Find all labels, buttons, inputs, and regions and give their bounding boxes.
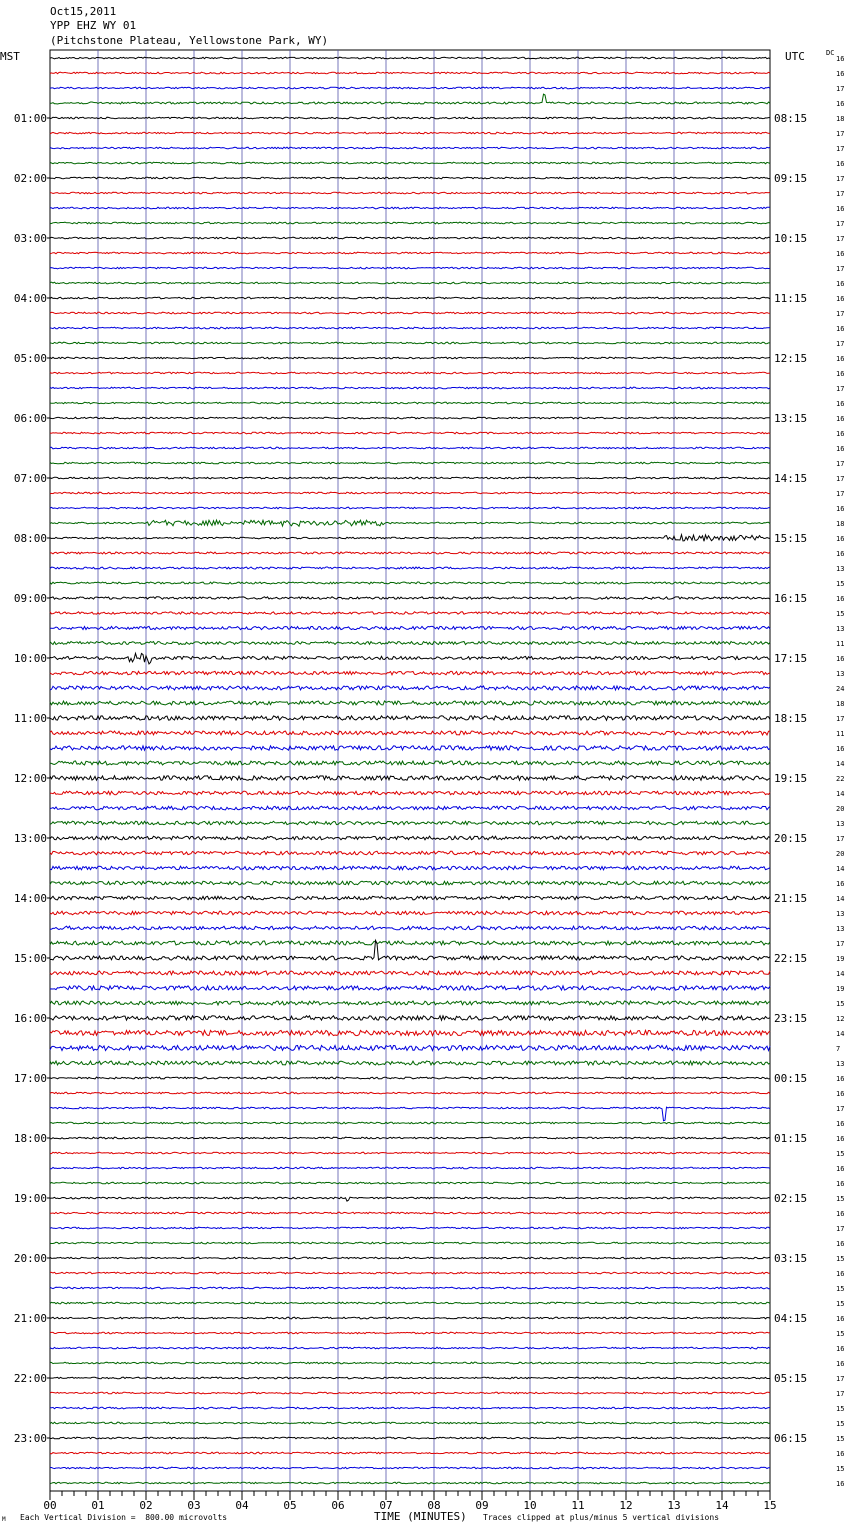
mst-hour-label: 17:00	[13, 1072, 47, 1085]
dc-offset-value: 16	[836, 1240, 845, 1248]
mst-hour-label: 16:00	[13, 1012, 47, 1025]
trace-line	[50, 1077, 770, 1079]
mst-hour-label: 02:00	[13, 172, 47, 185]
utc-timezone-label: UTC	[785, 50, 805, 63]
local-timezone-label: MST	[0, 50, 20, 63]
dc-offset-value: 17	[836, 145, 845, 153]
trace-line	[50, 1107, 770, 1121]
dc-offset-value: 16	[836, 1120, 845, 1128]
recording-date: Oct15,2011	[50, 5, 117, 18]
x-tick-label: 12	[619, 1499, 633, 1512]
dc-offset-value: 16	[836, 1270, 845, 1278]
mst-hour-label: 06:00	[13, 412, 47, 425]
trace-line	[50, 1317, 770, 1319]
trace-line	[50, 222, 770, 224]
dc-offset-value: 17	[836, 490, 845, 498]
dc-offset-value: 20	[836, 805, 845, 813]
mst-hour-label: 05:00	[13, 352, 47, 365]
dc-offset-value: 15	[836, 1000, 845, 1008]
dc-offset-value: 14	[836, 760, 845, 768]
dc-offset-value: 17	[836, 940, 845, 948]
dc-offset-value: 16	[836, 355, 845, 363]
dc-offset-value: 17	[836, 715, 845, 723]
trace-line	[50, 731, 770, 735]
mst-hour-label: 03:00	[13, 232, 47, 245]
trace-line	[50, 57, 770, 59]
trace-line	[50, 492, 770, 494]
trace-line	[50, 357, 770, 359]
dc-offset-value: 18	[836, 520, 845, 528]
trace-line	[50, 806, 770, 810]
trace-line	[50, 1347, 770, 1349]
dc-offset-value: 16	[836, 1480, 845, 1488]
trace-line	[50, 1272, 770, 1274]
trace-line	[50, 520, 770, 526]
x-axis-label: TIME (MINUTES)	[374, 1510, 467, 1523]
trace-line	[50, 162, 770, 164]
dc-offset-value: 18	[836, 115, 845, 123]
dc-offset-value: 15	[836, 1435, 845, 1443]
trace-line	[50, 1242, 770, 1244]
utc-hour-label: 17:15	[774, 652, 808, 665]
dc-offset-value: 16	[836, 445, 845, 453]
trace-line	[50, 821, 770, 825]
trace-line	[50, 402, 770, 404]
dc-offset-value: 14	[836, 895, 845, 903]
trace-line	[50, 327, 770, 329]
dc-offset-value: 13	[836, 820, 845, 828]
dc-offset-value: 22	[836, 775, 845, 783]
trace-line	[50, 686, 770, 690]
trace-line	[50, 626, 770, 629]
utc-hour-label: 00:15	[774, 1072, 808, 1085]
trace-line	[50, 1122, 770, 1124]
trace-line	[50, 237, 770, 239]
x-tick-label: 07	[379, 1499, 393, 1512]
dc-offset-value: 17	[836, 1225, 845, 1233]
dc-offset-value: 16	[836, 880, 845, 888]
trace-line	[50, 1392, 770, 1394]
trace-line	[50, 1167, 770, 1169]
dc-offset-value: 16	[836, 1345, 845, 1353]
utc-hour-label: 22:15	[774, 952, 808, 965]
x-tick-label: 10	[523, 1499, 537, 1512]
trace-line	[50, 597, 770, 599]
trace-line	[50, 342, 770, 344]
mst-hour-label: 20:00	[13, 1252, 47, 1265]
dc-offset-value: 17	[836, 340, 845, 348]
dc-offset-value: 17	[836, 385, 845, 393]
plot-frame	[50, 50, 770, 1491]
trace-line	[50, 447, 770, 449]
trace-line	[50, 507, 770, 509]
utc-hour-label: 03:15	[774, 1252, 808, 1265]
trace-line	[50, 642, 770, 645]
trace-line	[50, 1030, 770, 1035]
trace-line	[50, 851, 770, 855]
dc-offset-value: 16	[836, 280, 845, 288]
dc-offset-value: 17	[836, 265, 845, 273]
dc-offset-value: 17	[836, 235, 845, 243]
dc-offset-value: 16	[836, 1450, 845, 1458]
dc-offset-value: 16	[836, 1090, 845, 1098]
utc-hour-label: 12:15	[774, 352, 808, 365]
dc-offset-value: 16	[836, 205, 845, 213]
trace-line	[50, 252, 770, 254]
trace-line	[50, 1482, 770, 1484]
utc-hour-label: 16:15	[774, 592, 808, 605]
station-location: (Pitchstone Plateau, Yellowstone Park, WY)	[50, 34, 329, 47]
dc-offset-value: 16	[836, 745, 845, 753]
trace-line	[50, 1302, 770, 1304]
x-tick-label: 05	[283, 1499, 297, 1512]
dc-offset-value: 14	[836, 790, 845, 798]
trace-line	[50, 1016, 770, 1020]
trace-line	[50, 177, 770, 179]
dc-offset-value: 16	[836, 1360, 845, 1368]
trace-line	[50, 896, 770, 900]
dc-offset-value: 20	[836, 850, 845, 858]
dc-offset-value: 16	[836, 70, 845, 78]
utc-hour-label: 05:15	[774, 1372, 808, 1385]
trace-line	[50, 462, 770, 464]
trace-line	[50, 1287, 770, 1289]
mst-hour-label: 11:00	[13, 712, 47, 725]
x-tick-label: 03	[187, 1499, 201, 1512]
dc-offset-value: 16	[836, 1165, 845, 1173]
dc-offset-value: 11	[836, 730, 845, 738]
trace-line	[50, 535, 770, 542]
mst-hour-label: 08:00	[13, 532, 47, 545]
utc-hour-label: 21:15	[774, 892, 808, 905]
dc-offset-value: 15	[836, 1330, 845, 1338]
trace-line	[50, 941, 770, 945]
dc-offset-value: 17	[836, 175, 845, 183]
dc-offset-value: 19	[836, 955, 845, 963]
trace-line	[50, 1045, 770, 1050]
dc-offset-value: 16	[836, 655, 845, 663]
x-tick-label: 15	[763, 1499, 777, 1512]
trace-line	[50, 552, 770, 554]
dc-offset-value: 15	[836, 1195, 845, 1203]
trace-line	[50, 1137, 770, 1139]
trace-line	[50, 1061, 770, 1065]
trace-line	[50, 372, 770, 374]
dc-offset-value: 13	[836, 1060, 845, 1068]
x-tick-label: 06	[331, 1499, 345, 1512]
footer-mark: M	[2, 1516, 6, 1523]
trace-line	[50, 1407, 770, 1409]
dc-offset-value: 13	[836, 925, 845, 933]
dc-offset-value: 13	[836, 625, 845, 633]
trace-line	[50, 746, 770, 750]
trace-line	[50, 87, 770, 89]
trace-line	[50, 1182, 770, 1184]
utc-hour-label: 02:15	[774, 1192, 808, 1205]
dc-offset-value: 15	[836, 610, 845, 618]
trace-line	[50, 1437, 770, 1439]
trace-line	[50, 387, 770, 389]
trace-line	[50, 1257, 770, 1259]
dc-offset-value: 16	[836, 250, 845, 258]
utc-hour-label: 06:15	[774, 1432, 808, 1445]
dc-offset-value: 14	[836, 1030, 845, 1038]
dc-offset-value: 17	[836, 130, 845, 138]
dc-offset-value: 15	[836, 1465, 845, 1473]
utc-hour-label: 01:15	[774, 1132, 808, 1145]
dc-offset-value: 15	[836, 1285, 845, 1293]
dc-offset-value: 14	[836, 970, 845, 978]
x-tick-label: 08	[427, 1499, 441, 1512]
dc-offset-value: 15	[836, 1420, 845, 1428]
dc-offset-value: 16	[836, 1210, 845, 1218]
trace-line	[50, 132, 770, 134]
utc-hour-label: 13:15	[774, 412, 808, 425]
dc-offset-value: 13	[836, 910, 845, 918]
mst-hour-label: 19:00	[13, 1192, 47, 1205]
trace-line	[50, 911, 770, 915]
trace-line	[50, 417, 770, 419]
dc-offset-value: 16	[836, 550, 845, 558]
trace-line	[50, 477, 770, 479]
dc-offset-value: 16	[836, 535, 845, 543]
trace-line	[50, 1377, 770, 1379]
mst-hour-label: 07:00	[13, 472, 47, 485]
trace-line	[50, 1212, 770, 1214]
trace-line	[50, 582, 770, 584]
dc-offset-value: 16	[836, 415, 845, 423]
mst-hour-label: 14:00	[13, 892, 47, 905]
clip-note: Traces clipped at plus/minus 5 vertical divisions	[483, 1513, 720, 1522]
mst-hour-label: 15:00	[13, 952, 47, 965]
dc-offset-value: 16	[836, 505, 845, 513]
dc-offset-value: 12	[836, 1015, 845, 1023]
trace-line	[50, 761, 770, 765]
dc-offset-value: 16	[836, 1180, 845, 1188]
trace-line	[50, 1152, 770, 1154]
trace-line	[50, 192, 770, 194]
trace-line	[50, 267, 770, 269]
dc-offset-value: 16	[836, 55, 845, 63]
dc-offset-value: 16	[836, 295, 845, 303]
dc-offset-value: 16	[836, 100, 845, 108]
dc-offset-value: 17	[836, 190, 845, 198]
trace-line	[50, 147, 770, 149]
trace-line	[50, 72, 770, 74]
trace-line	[50, 671, 770, 675]
trace-line	[50, 701, 770, 705]
dc-offset-value: 16	[836, 1315, 845, 1323]
trace-line	[50, 1452, 770, 1454]
dc-offset-value: 16	[836, 595, 845, 603]
dc-offset-value: 15	[836, 1405, 845, 1413]
utc-hour-label: 10:15	[774, 232, 808, 245]
dc-offset-value: 17	[836, 1105, 845, 1113]
trace-line	[50, 716, 770, 720]
dc-offset-value: 11	[836, 640, 845, 648]
dc-offset-value: 13	[836, 670, 845, 678]
dc-offset-value: 16	[836, 1075, 845, 1083]
mst-hour-label: 01:00	[13, 112, 47, 125]
trace-line	[50, 297, 770, 299]
station-id: YPP EHZ WY 01	[50, 19, 137, 32]
trace-line	[50, 94, 770, 104]
trace-line	[50, 282, 770, 284]
utc-hour-label: 20:15	[774, 832, 808, 845]
trace-line	[50, 986, 770, 990]
x-tick-label: 04	[235, 1499, 249, 1512]
utc-hour-label: 08:15	[774, 112, 808, 125]
mst-hour-label: 13:00	[13, 832, 47, 845]
utc-hour-label: 23:15	[774, 1012, 808, 1025]
x-tick-label: 09	[475, 1499, 489, 1512]
dc-offset-value: 24	[836, 685, 845, 693]
trace-line	[50, 776, 770, 780]
trace-line	[50, 1467, 770, 1469]
dc-offset-value: 15	[836, 580, 845, 588]
mst-hour-label: 12:00	[13, 772, 47, 785]
dc-offset-value: 19	[836, 985, 845, 993]
trace-line	[50, 653, 770, 664]
trace-line	[50, 432, 770, 434]
utc-hour-label: 11:15	[774, 292, 808, 305]
x-tick-label: 01	[91, 1499, 105, 1512]
trace-line	[50, 881, 770, 885]
dc-offset-value: 16	[836, 370, 845, 378]
dc-offset-value: 17	[836, 85, 845, 93]
mst-hour-label: 22:00	[13, 1372, 47, 1385]
trace-line	[50, 1362, 770, 1364]
dc-offset-value: 17	[836, 310, 845, 318]
trace-line	[50, 791, 770, 795]
trace-line	[50, 971, 770, 975]
utc-hour-label: 09:15	[774, 172, 808, 185]
trace-line	[50, 866, 770, 870]
x-tick-label: 11	[571, 1499, 585, 1512]
utc-hour-label: 15:15	[774, 532, 808, 545]
trace-line	[50, 612, 770, 614]
dc-offset-value: 17	[836, 1375, 845, 1383]
mst-hour-label: 18:00	[13, 1132, 47, 1145]
x-tick-label: 02	[139, 1499, 153, 1512]
x-tick-label: 00	[43, 1499, 57, 1512]
dc-offset-value: 15	[836, 1255, 845, 1263]
dc-offset-value: 17	[836, 460, 845, 468]
trace-line	[50, 836, 770, 840]
dc-offset-value: 17	[836, 220, 845, 228]
utc-hour-label: 14:15	[774, 472, 808, 485]
mst-hour-label: 21:00	[13, 1312, 47, 1325]
dc-offset-value: 15	[836, 1150, 845, 1158]
dc-offset-value: 13	[836, 565, 845, 573]
x-tick-label: 14	[715, 1499, 729, 1512]
trace-line	[50, 926, 770, 930]
dc-offset-value: 18	[836, 700, 845, 708]
dc-offset-value: 16	[836, 160, 845, 168]
x-tick-label: 13	[667, 1499, 681, 1512]
dc-offset-value: 17	[836, 475, 845, 483]
trace-line	[50, 1197, 770, 1201]
trace-line	[50, 1422, 770, 1424]
mst-hour-label: 10:00	[13, 652, 47, 665]
trace-line	[50, 1332, 770, 1334]
dc-offset-value: 7	[836, 1045, 841, 1053]
trace-line	[50, 567, 770, 569]
trace-line	[50, 207, 770, 209]
dc-offset-value: 16	[836, 1135, 845, 1143]
dc-offset-value: 16	[836, 325, 845, 333]
trace-line	[50, 1092, 770, 1094]
trace-line	[50, 1001, 770, 1005]
dc-offset-value: 16	[836, 400, 845, 408]
utc-hour-label: 04:15	[774, 1312, 808, 1325]
mst-hour-label: 04:00	[13, 292, 47, 305]
dc-offset-label: DC	[826, 49, 835, 57]
mst-hour-label: 09:00	[13, 592, 47, 605]
dc-offset-value: 15	[836, 1300, 845, 1308]
trace-line	[50, 1227, 770, 1229]
utc-hour-label: 19:15	[774, 772, 808, 785]
dc-offset-value: 17	[836, 1390, 845, 1398]
dc-offset-value: 16	[836, 430, 845, 438]
dc-offset-value: 14	[836, 865, 845, 873]
mst-hour-label: 23:00	[13, 1432, 47, 1445]
dc-offset-value: 17	[836, 835, 845, 843]
utc-hour-label: 18:15	[774, 712, 808, 725]
vertical-scale-note: Each Vertical Division = 800.00 microvolts	[20, 1513, 228, 1522]
trace-line	[50, 312, 770, 314]
trace-line	[50, 117, 770, 119]
